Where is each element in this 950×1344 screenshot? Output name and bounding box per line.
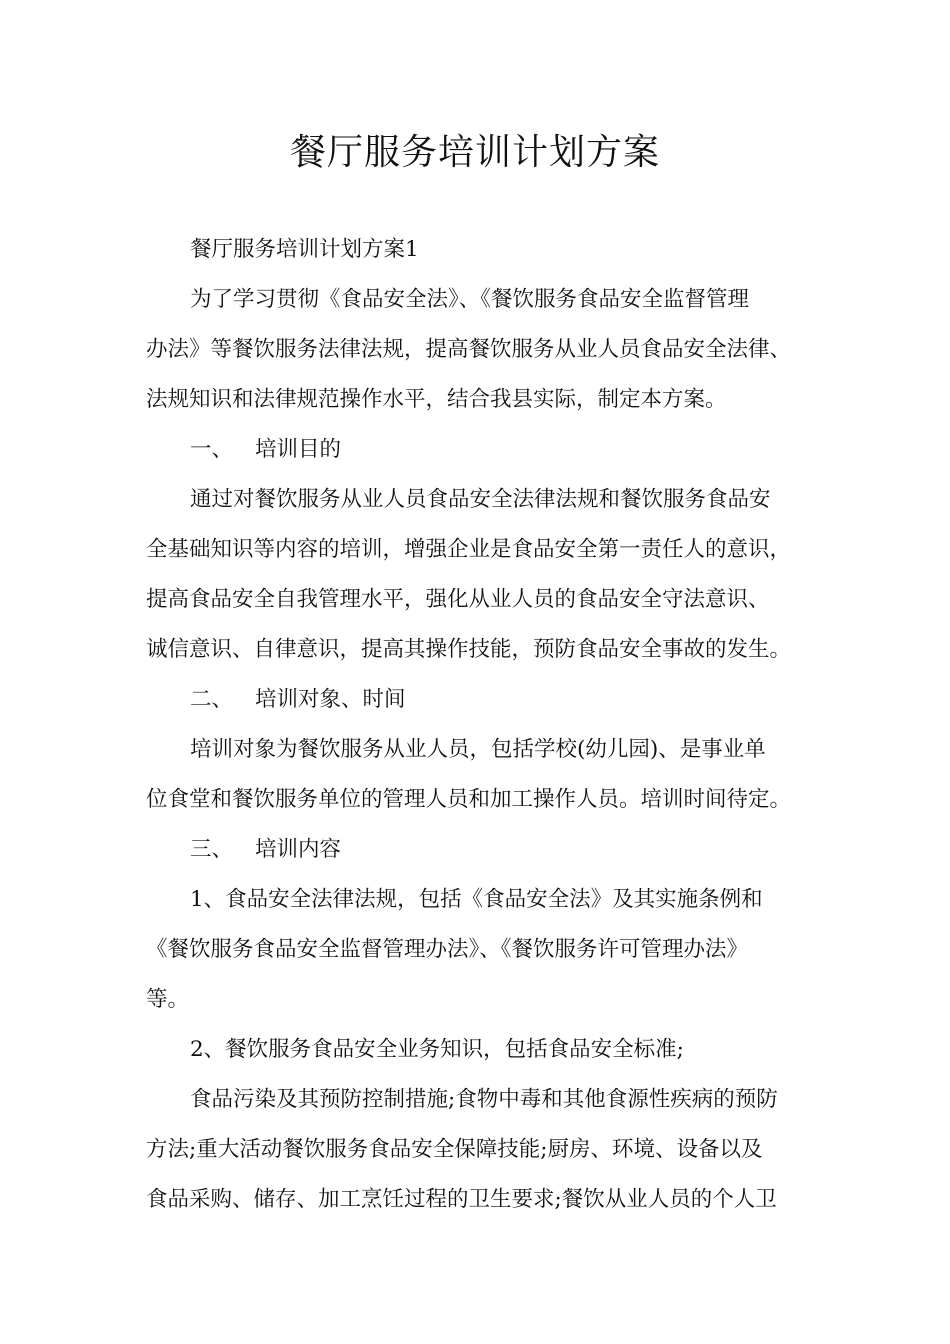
paragraph-line: 法规知识和法律规范操作水平，结合我县实际，制定本方案。: [146, 387, 727, 412]
paragraph-line: 1、食品安全法律法规，包括《食品安全法》及其实施条例和: [190, 887, 763, 912]
paragraph-line: 培训对象为餐饮服务从业人员，包括学校(幼儿园)、是事业单: [190, 737, 766, 762]
paragraph-line: 等。: [146, 987, 190, 1012]
paragraph-line: 办法》等餐饮服务法律法规，提高餐饮服务从业人员食品安全法律、: [146, 337, 792, 362]
section-title: 培训内容: [255, 837, 342, 862]
paragraph-line: 食品采购、储存、加工烹饪过程的卫生要求;餐饮从业人员的个人卫: [146, 1187, 777, 1212]
section-number: 二、: [190, 687, 234, 712]
section-title: 培训目的: [255, 437, 342, 462]
paragraph-line: 方法;重大活动餐饮服务食品安全保障技能;厨房、环境、设备以及: [146, 1137, 763, 1162]
section-heading-1: [146, 425, 836, 475]
section-heading-2: [146, 675, 836, 725]
paragraph-line: 全基础知识等内容的培训，增强企业是食品安全第一责任人的意识，: [146, 537, 792, 562]
subtitle-line: 餐厅服务培训计划方案1: [190, 237, 419, 262]
paragraph-line: 通过对餐饮服务从业人员食品安全法律法规和餐饮服务食品安: [190, 487, 771, 512]
section-number: 三、: [190, 837, 234, 862]
paragraph-line: 诚信意识、自律意识，提高其操作技能，预防食品安全事故的发生。: [146, 637, 792, 662]
document-body: [146, 225, 836, 1225]
paragraph-line: 2、餐饮服务食品安全业务知识，包括食品安全标准;: [190, 1037, 684, 1062]
paragraph-line: 食品污染及其预防控制措施;食物中毒和其他食源性疾病的预防: [190, 1087, 778, 1112]
paragraph-line: 为了学习贯彻《食品安全法》、《餐饮服务食品安全监督管理: [190, 287, 750, 312]
paragraph-line: 提高食品安全自我管理水平，强化从业人员的食品安全守法意识、: [146, 587, 770, 612]
section-heading-3: [146, 825, 836, 875]
document-title: 餐厅服务培训计划方案: [289, 132, 660, 173]
section-title: 培训对象、时间: [255, 687, 406, 712]
section-number: 一、: [190, 437, 234, 462]
paragraph-line: 位食堂和餐饮服务单位的管理人员和加工操作人员。培训时间待定。: [146, 787, 792, 812]
paragraph-line: 《餐饮服务食品安全监督管理办法》、《餐饮服务许可管理办法》: [146, 937, 749, 962]
